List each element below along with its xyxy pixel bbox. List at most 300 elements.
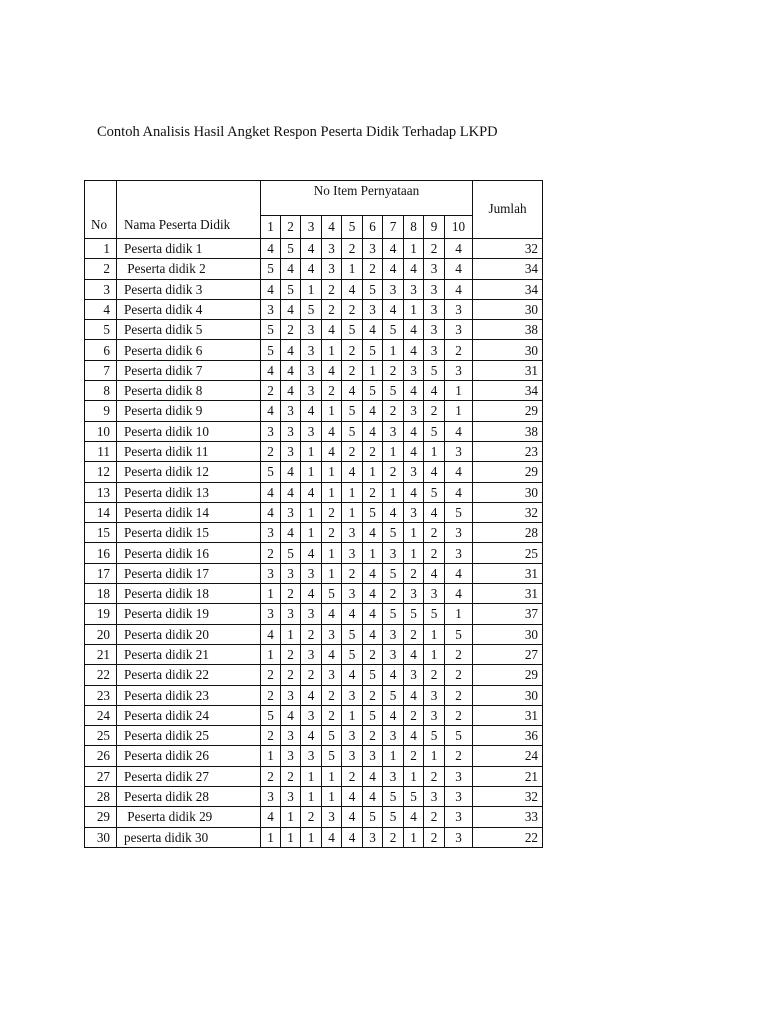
- item-score: 2: [281, 665, 301, 685]
- row-number: 2: [85, 259, 117, 279]
- item-score: 5: [281, 543, 301, 563]
- table-row: [85, 462, 543, 482]
- item-score: 2: [424, 807, 445, 827]
- student-name: Peserta didik 11: [117, 441, 261, 461]
- student-name: Peserta didik 22: [117, 665, 261, 685]
- item-score: 2: [363, 259, 383, 279]
- item-score: 4: [281, 360, 301, 380]
- item-score: 3: [301, 320, 322, 340]
- table-header: [85, 181, 543, 239]
- item-score: 4: [424, 381, 445, 401]
- student-name: Peserta didik 6: [117, 340, 261, 360]
- item-score: 2: [424, 665, 445, 685]
- row-number: 20: [85, 624, 117, 644]
- item-score: 5: [281, 279, 301, 299]
- item-score: 4: [301, 401, 322, 421]
- item-score: 3: [281, 685, 301, 705]
- item-score: 2: [342, 340, 363, 360]
- header-item-number: 7: [383, 216, 404, 239]
- header-item-number: 8: [404, 216, 424, 239]
- item-score: 4: [281, 299, 301, 319]
- item-score: 3: [342, 543, 363, 563]
- item-score: 5: [363, 279, 383, 299]
- item-score: 5: [424, 421, 445, 441]
- row-number: 5: [85, 320, 117, 340]
- item-score: 1: [363, 543, 383, 563]
- item-score: 3: [404, 360, 424, 380]
- item-score: 3: [281, 787, 301, 807]
- item-score: 1: [445, 381, 473, 401]
- item-score: 1: [363, 360, 383, 380]
- row-number: 3: [85, 279, 117, 299]
- item-score: 2: [383, 360, 404, 380]
- item-score: 2: [301, 624, 322, 644]
- item-score: 5: [281, 239, 301, 259]
- item-score: 5: [322, 584, 342, 604]
- item-score: 2: [342, 239, 363, 259]
- item-score: 4: [301, 239, 322, 259]
- student-name: Peserta didik 28: [117, 787, 261, 807]
- row-number: 13: [85, 482, 117, 502]
- item-score: 1: [322, 787, 342, 807]
- item-score: 2: [322, 523, 342, 543]
- item-score: 3: [363, 827, 383, 847]
- item-score: 4: [445, 421, 473, 441]
- item-score: 2: [445, 665, 473, 685]
- row-total: 31: [473, 360, 543, 380]
- student-name: peserta didik 30: [117, 827, 261, 847]
- student-name: Peserta didik 17: [117, 563, 261, 583]
- item-score: 3: [445, 441, 473, 461]
- item-score: 5: [383, 381, 404, 401]
- row-total: 38: [473, 320, 543, 340]
- row-number: 29: [85, 807, 117, 827]
- item-score: 4: [261, 401, 281, 421]
- student-name: Peserta didik 5: [117, 320, 261, 340]
- student-name: Peserta didik 14: [117, 502, 261, 522]
- item-score: 5: [363, 665, 383, 685]
- document-title: Contoh Analisis Hasil Angket Respon Peserta Didik Terhadap LKPD: [97, 124, 498, 140]
- item-score: 3: [445, 299, 473, 319]
- row-number: 16: [85, 543, 117, 563]
- item-score: 4: [342, 807, 363, 827]
- survey-results-table: [84, 180, 543, 848]
- row-total: 32: [473, 502, 543, 522]
- row-total: 21: [473, 766, 543, 786]
- student-name: Peserta didik 13: [117, 482, 261, 502]
- item-score: 4: [261, 239, 281, 259]
- student-name: Peserta didik 19: [117, 604, 261, 624]
- item-score: 1: [404, 299, 424, 319]
- item-score: 3: [445, 543, 473, 563]
- header-item-number: 2: [281, 216, 301, 239]
- item-score: 4: [363, 401, 383, 421]
- item-score: 1: [322, 482, 342, 502]
- item-score: 4: [363, 766, 383, 786]
- item-score: 2: [445, 705, 473, 725]
- header-item-number: 5: [342, 216, 363, 239]
- item-score: 5: [383, 320, 404, 340]
- row-number: 22: [85, 665, 117, 685]
- item-score: 5: [363, 340, 383, 360]
- item-score: 3: [424, 259, 445, 279]
- item-score: 3: [281, 421, 301, 441]
- item-score: 5: [424, 726, 445, 746]
- item-score: 1: [301, 441, 322, 461]
- item-score: 1: [404, 827, 424, 847]
- item-score: 3: [445, 523, 473, 543]
- item-score: 5: [445, 624, 473, 644]
- item-score: 5: [383, 604, 404, 624]
- row-total: 31: [473, 563, 543, 583]
- item-score: 5: [261, 462, 281, 482]
- item-score: 5: [445, 502, 473, 522]
- item-score: 3: [383, 543, 404, 563]
- row-total: 31: [473, 705, 543, 725]
- item-score: 4: [342, 665, 363, 685]
- row-number: 28: [85, 787, 117, 807]
- item-score: 4: [404, 644, 424, 664]
- item-score: 3: [281, 726, 301, 746]
- header-item-number: 3: [301, 216, 322, 239]
- row-total: 23: [473, 441, 543, 461]
- item-score: 3: [424, 584, 445, 604]
- item-score: 4: [363, 320, 383, 340]
- item-score: 5: [363, 807, 383, 827]
- item-score: 3: [424, 299, 445, 319]
- item-score: 5: [404, 787, 424, 807]
- row-total: 30: [473, 299, 543, 319]
- item-score: 4: [363, 624, 383, 644]
- item-score: 4: [281, 482, 301, 502]
- item-score: 4: [342, 827, 363, 847]
- item-score: 5: [322, 746, 342, 766]
- item-score: 2: [301, 807, 322, 827]
- row-number: 4: [85, 299, 117, 319]
- row-total: 30: [473, 482, 543, 502]
- item-score: 3: [301, 360, 322, 380]
- item-score: 1: [445, 401, 473, 421]
- table-row: [85, 543, 543, 563]
- item-score: 2: [424, 766, 445, 786]
- item-score: 3: [424, 685, 445, 705]
- item-score: 4: [301, 685, 322, 705]
- item-score: 2: [445, 644, 473, 664]
- item-score: 1: [342, 259, 363, 279]
- item-score: 4: [404, 482, 424, 502]
- row-total: 32: [473, 239, 543, 259]
- item-score: 3: [322, 624, 342, 644]
- table-row: [85, 604, 543, 624]
- item-score: 2: [445, 340, 473, 360]
- item-score: 3: [261, 787, 281, 807]
- item-score: 3: [322, 259, 342, 279]
- item-score: 2: [424, 543, 445, 563]
- row-number: 18: [85, 584, 117, 604]
- item-score: 4: [445, 259, 473, 279]
- item-score: 5: [342, 401, 363, 421]
- item-score: 4: [424, 563, 445, 583]
- item-score: 1: [404, 543, 424, 563]
- table-row: [85, 827, 543, 847]
- table-row: [85, 705, 543, 725]
- item-score: 1: [322, 543, 342, 563]
- item-score: 4: [404, 320, 424, 340]
- table-row: [85, 401, 543, 421]
- student-name: Peserta didik 7: [117, 360, 261, 380]
- table-row: [85, 644, 543, 664]
- item-score: 1: [445, 604, 473, 624]
- item-score: 4: [281, 259, 301, 279]
- item-score: 4: [281, 462, 301, 482]
- item-score: 4: [383, 239, 404, 259]
- item-score: 4: [363, 563, 383, 583]
- row-number: 8: [85, 381, 117, 401]
- item-score: 5: [322, 726, 342, 746]
- item-score: 4: [281, 705, 301, 725]
- item-score: 4: [404, 441, 424, 461]
- student-name: Peserta didik 26: [117, 746, 261, 766]
- item-score: 3: [424, 320, 445, 340]
- item-score: 1: [383, 482, 404, 502]
- item-score: 3: [342, 726, 363, 746]
- item-score: 3: [445, 360, 473, 380]
- table-row: [85, 340, 543, 360]
- row-total: 27: [473, 644, 543, 664]
- item-score: 2: [404, 746, 424, 766]
- student-name: Peserta didik 29: [117, 807, 261, 827]
- item-score: 3: [261, 604, 281, 624]
- item-score: 3: [342, 584, 363, 604]
- table-row: [85, 441, 543, 461]
- item-score: 4: [281, 523, 301, 543]
- item-score: 1: [322, 401, 342, 421]
- header-item-number: 9: [424, 216, 445, 239]
- item-score: 3: [383, 644, 404, 664]
- item-score: 4: [322, 360, 342, 380]
- item-score: 3: [424, 705, 445, 725]
- item-score: 2: [322, 299, 342, 319]
- header-name: Nama Peserta Didik: [117, 181, 261, 239]
- item-score: 3: [322, 807, 342, 827]
- table-row: [85, 726, 543, 746]
- item-score: 1: [301, 502, 322, 522]
- item-score: 2: [342, 766, 363, 786]
- student-name: Peserta didik 3: [117, 279, 261, 299]
- item-score: 2: [383, 584, 404, 604]
- item-score: 5: [261, 320, 281, 340]
- item-score: 5: [383, 807, 404, 827]
- item-score: 5: [383, 685, 404, 705]
- item-score: 2: [363, 482, 383, 502]
- item-score: 4: [383, 502, 404, 522]
- item-score: 3: [445, 787, 473, 807]
- item-score: 4: [322, 320, 342, 340]
- row-number: 7: [85, 360, 117, 380]
- item-score: 2: [363, 441, 383, 461]
- item-score: 3: [445, 766, 473, 786]
- item-score: 3: [301, 705, 322, 725]
- item-score: 1: [342, 502, 363, 522]
- item-score: 5: [342, 320, 363, 340]
- row-total: 30: [473, 685, 543, 705]
- item-score: 1: [404, 766, 424, 786]
- row-number: 10: [85, 421, 117, 441]
- item-score: 1: [261, 827, 281, 847]
- item-score: 4: [445, 279, 473, 299]
- item-score: 3: [322, 665, 342, 685]
- table-row: [85, 259, 543, 279]
- item-score: 5: [301, 299, 322, 319]
- item-score: 4: [342, 787, 363, 807]
- item-score: 3: [301, 644, 322, 664]
- row-total: 34: [473, 381, 543, 401]
- item-score: 4: [301, 543, 322, 563]
- item-score: 3: [424, 340, 445, 360]
- table-row: [85, 502, 543, 522]
- item-score: 5: [363, 381, 383, 401]
- table-row: [85, 381, 543, 401]
- item-score: 4: [261, 360, 281, 380]
- item-score: 4: [301, 726, 322, 746]
- table-row: [85, 787, 543, 807]
- item-score: 2: [342, 441, 363, 461]
- item-score: 1: [342, 482, 363, 502]
- item-score: 1: [301, 827, 322, 847]
- item-score: 2: [281, 766, 301, 786]
- row-number: 14: [85, 502, 117, 522]
- row-number: 1: [85, 239, 117, 259]
- item-score: 3: [281, 604, 301, 624]
- item-score: 3: [445, 320, 473, 340]
- item-score: 4: [301, 584, 322, 604]
- item-score: 2: [301, 665, 322, 685]
- item-score: 3: [281, 746, 301, 766]
- item-score: 3: [342, 685, 363, 705]
- student-name: Peserta didik 27: [117, 766, 261, 786]
- item-score: 2: [322, 705, 342, 725]
- item-score: 4: [363, 421, 383, 441]
- table-row: [85, 807, 543, 827]
- table-row: [85, 563, 543, 583]
- item-score: 3: [281, 441, 301, 461]
- item-score: 3: [445, 807, 473, 827]
- item-score: 3: [261, 523, 281, 543]
- item-score: 4: [363, 604, 383, 624]
- item-score: 1: [342, 705, 363, 725]
- item-score: 4: [404, 685, 424, 705]
- item-score: 3: [383, 279, 404, 299]
- table-row: [85, 482, 543, 502]
- item-score: 3: [363, 299, 383, 319]
- item-score: 5: [424, 604, 445, 624]
- item-score: 1: [281, 624, 301, 644]
- row-number: 17: [85, 563, 117, 583]
- student-name: Peserta didik 15: [117, 523, 261, 543]
- item-score: 2: [261, 766, 281, 786]
- item-score: 4: [342, 604, 363, 624]
- item-score: 4: [445, 239, 473, 259]
- item-score: 1: [363, 462, 383, 482]
- item-score: 1: [261, 584, 281, 604]
- row-total: 30: [473, 340, 543, 360]
- item-score: 2: [322, 279, 342, 299]
- table-body: [85, 239, 543, 848]
- item-score: 3: [383, 766, 404, 786]
- table-row: [85, 746, 543, 766]
- item-score: 1: [261, 644, 281, 664]
- item-score: 1: [322, 340, 342, 360]
- row-number: 25: [85, 726, 117, 746]
- item-score: 2: [404, 705, 424, 725]
- student-name: Peserta didik 1: [117, 239, 261, 259]
- item-score: 4: [404, 421, 424, 441]
- table-row: [85, 239, 543, 259]
- item-score: 2: [261, 665, 281, 685]
- item-score: 3: [404, 665, 424, 685]
- item-score: 3: [281, 401, 301, 421]
- row-number: 9: [85, 401, 117, 421]
- item-score: 4: [301, 482, 322, 502]
- item-score: 5: [342, 644, 363, 664]
- item-score: 5: [383, 563, 404, 583]
- row-total: 30: [473, 624, 543, 644]
- item-score: 4: [261, 807, 281, 827]
- item-score: 4: [322, 441, 342, 461]
- row-total: 31: [473, 584, 543, 604]
- item-score: 3: [261, 563, 281, 583]
- item-score: 2: [322, 381, 342, 401]
- header-item-number: 6: [363, 216, 383, 239]
- item-score: 2: [363, 644, 383, 664]
- item-score: 5: [342, 421, 363, 441]
- item-score: 2: [261, 685, 281, 705]
- table-row: [85, 665, 543, 685]
- item-score: 2: [281, 644, 301, 664]
- item-score: 3: [261, 299, 281, 319]
- row-number: 27: [85, 766, 117, 786]
- header-item-number: 4: [322, 216, 342, 239]
- item-score: 1: [261, 746, 281, 766]
- item-score: 3: [342, 523, 363, 543]
- item-score: 1: [383, 340, 404, 360]
- item-score: 5: [383, 523, 404, 543]
- table-row: [85, 320, 543, 340]
- item-score: 5: [424, 482, 445, 502]
- item-score: 4: [404, 807, 424, 827]
- item-score: 5: [261, 340, 281, 360]
- item-score: 4: [322, 421, 342, 441]
- table-row: [85, 523, 543, 543]
- item-score: 1: [322, 766, 342, 786]
- item-score: 4: [363, 787, 383, 807]
- item-score: 2: [281, 584, 301, 604]
- item-score: 3: [363, 746, 383, 766]
- student-name: Peserta didik 12: [117, 462, 261, 482]
- item-score: 3: [301, 421, 322, 441]
- item-score: 3: [445, 827, 473, 847]
- item-score: 3: [404, 279, 424, 299]
- item-score: 4: [424, 502, 445, 522]
- item-score: 3: [404, 401, 424, 421]
- row-total: 24: [473, 746, 543, 766]
- item-score: 3: [383, 726, 404, 746]
- row-total: 29: [473, 665, 543, 685]
- item-score: 3: [301, 340, 322, 360]
- student-name: Peserta didik 20: [117, 624, 261, 644]
- item-score: 1: [424, 624, 445, 644]
- student-name: Peserta didik 4: [117, 299, 261, 319]
